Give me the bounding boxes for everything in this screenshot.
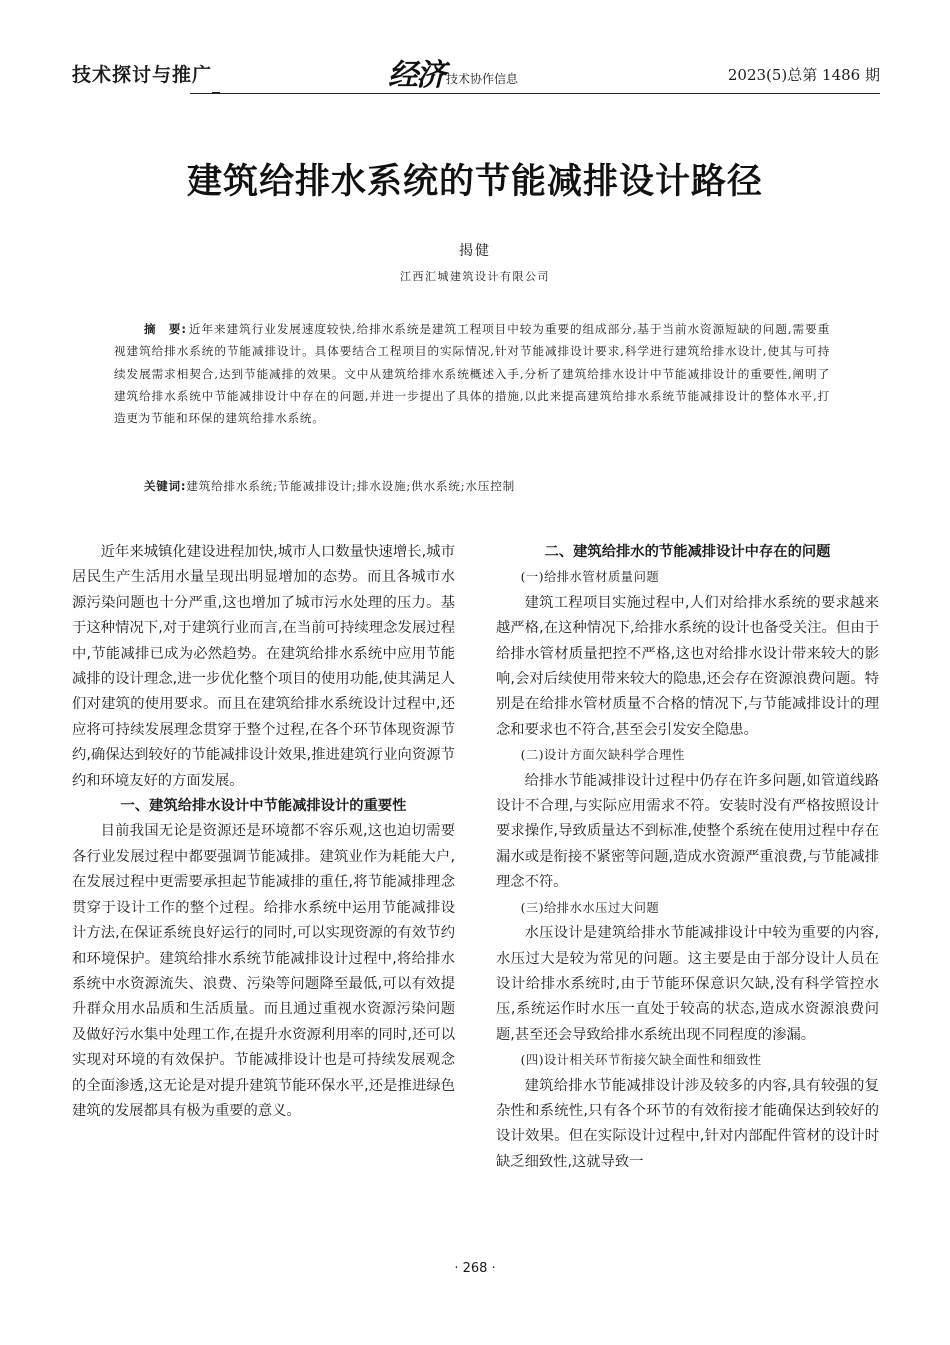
keywords-text: 建筑给排水系统;节能减排设计;排水设施;供水系统;水压控制: [186, 479, 515, 493]
subsection-2-paragraph: 给排水节能减排设计过程中仍存在许多问题,如管道线路设计不合理,与实际应用需求不符。安装时没有严格按照设计要求操作,导致质量达不到标准,使整个系统在使用过程中存在漏水或是衔接不紧密等问题,造成水资源严重浪费,与节能减排理念不符。: [496, 772, 879, 891]
section-label: 技术探讨与推广: [72, 60, 212, 87]
left-column: [72, 540, 455, 1124]
subsection-4-paragraph: 建筑给排水节能减排设计涉及较多的内容,具有较强的复杂性和系统性,只有各个环节的有效衔接才能确保达到较好的设计效果。但在实际设计过程中,针对内部配件管材的设计时缺乏细致性,这就导致一: [496, 1077, 879, 1170]
subsection-4-heading: (四)设计相关环节衔接欠缺全面性和细致性: [520, 1053, 762, 1068]
right-column: [496, 540, 879, 1175]
article-author: 揭健: [459, 243, 491, 259]
author-affiliation: 江西汇城建筑设计有限公司: [400, 270, 550, 283]
abstract: [114, 318, 830, 429]
subsection-3-heading: (三)给排水水压过大问题: [520, 900, 660, 915]
running-header: [72, 58, 880, 93]
header-rule: [190, 93, 880, 94]
abstract-text: 近年来建筑行业发展速度较快,给排水系统是建筑工程项目中较为重要的组成部分,基于当前水资源短缺的问题,需要重视建筑给排水系统的节能减排设计。具体要结合工程项目的实际情况,针对节能减排设计要求,科学进行建筑给排水设计,使其与可持续发展需求相契合,达到节能减排的效果。文中从建筑给排水系统概述入手,分析了建筑给排水设计中节能减排设计的重要性,阐明了建筑给排水系统中节能减排设计中存在的问题,并进一步提出了具体的措施,以此来提高建筑给排水系统节能减排设计的整体水平,打造更为节能和环保的建筑给排水系统。: [114, 322, 830, 426]
section-1-paragraph: 目前我国无论是资源还是环境都不容乐观,这也迫切需要各行业发展过程中都要强调节能减排。建筑业作为耗能大户,在发展过程中更需要承担起节能减排的重任,将节能减排理念贯穿于设计工作的整个过程。给排水系统中运用节能减排设计方法,在保证系统良好运行的同时,可以实现资源的有效节约和环境保护。建筑给排水系统节能减排设计过程中,将给排水系统中水资源流失、浪费、污染等问题降至最低,可以有效提升群众用水品质和生活质量。而且通过重视水资源污染问题及做好污水集中处理工作,在提升水资源利用率的同时,还可以实现对环境的有效保护。节能减排设计也是可持续发展观念的全面渗透,这无论是对提升建筑节能环保水平,还是推进绿色建筑的发展都具有极为重要的意义。: [72, 823, 455, 1119]
subsection-1-heading: (一)给排水管材质量问题: [520, 570, 660, 585]
issue-info: 2023(5)总第 1486 期: [727, 66, 880, 84]
intro-paragraph: 近年来城镇化建设进程加快,城市人口数量快速增长,城市居民生产生活用水量呈现出明显增加的态势。而且各城市水源污染问题也十分严重,这也增加了城市污水处理的压力。基于这种情况下,对于建筑行业而言,在当前可持续理念发展过程中,节能减排已成为必然趋势。在建筑给排水系统中应用节能减排的设计理念,进一步优化整个项目的使用功能,使其满足人们对建筑的使用要求。而且在建筑给排水系统设计过程中,还应将可持续发展理念贯穿于整个过程,在各个环节体现资源节约,确保达到较好的节能减排设计效果,推进建筑行业向资源节约和环境友好的方面发展。: [72, 544, 455, 789]
abstract-label: 摘 要:: [144, 322, 187, 336]
journal-logo: 经济: [388, 58, 444, 93]
section-2-heading: 二、建筑给排水的节能减排设计中存在的问题: [544, 544, 831, 560]
section-1-heading: 一、建筑给排水设计中节能减排设计的重要性: [120, 798, 407, 815]
keywords-label: 关键词:: [144, 479, 187, 493]
subsection-3-paragraph: 水压设计是建筑给排水节能减排设计中较为重要的内容,水压过大是较为常见的问题。这主要是由于部分设计人员在设计给排水系统时,由于节能环保意识欠缺,没有科学管控水压,系统运作时水压一直处于较高的状态,造成水资源浪费问题,甚至还会导致给排水系统出现不同程度的渗漏。: [496, 925, 879, 1043]
journal-subtitle: 技术协作信息: [446, 72, 519, 86]
subsection-2-heading: (二)设计方面欠缺科学合理性: [520, 748, 685, 763]
keywords: [144, 478, 830, 494]
subsection-1-paragraph: 建筑工程项目实施过程中,人们对给排水系统的要求越来越严格,在这种情况下,给排水系统的设计也备受关注。但由于给排水管材质量把控不严格,这也对给排水设计带来较大的影响,会对后续使用带来较大的隐患,还会存在资源浪费问题。特别是在给排水管材质量不合格的情况下,与节能减排设计的理念和要求也不符合,甚至会引发安全隐患。: [496, 594, 879, 738]
page-number: · 268 ·: [454, 1261, 496, 1276]
journal-masthead: [388, 50, 518, 94]
article-title: 建筑给排水系统的节能减排设计路径: [186, 162, 763, 202]
